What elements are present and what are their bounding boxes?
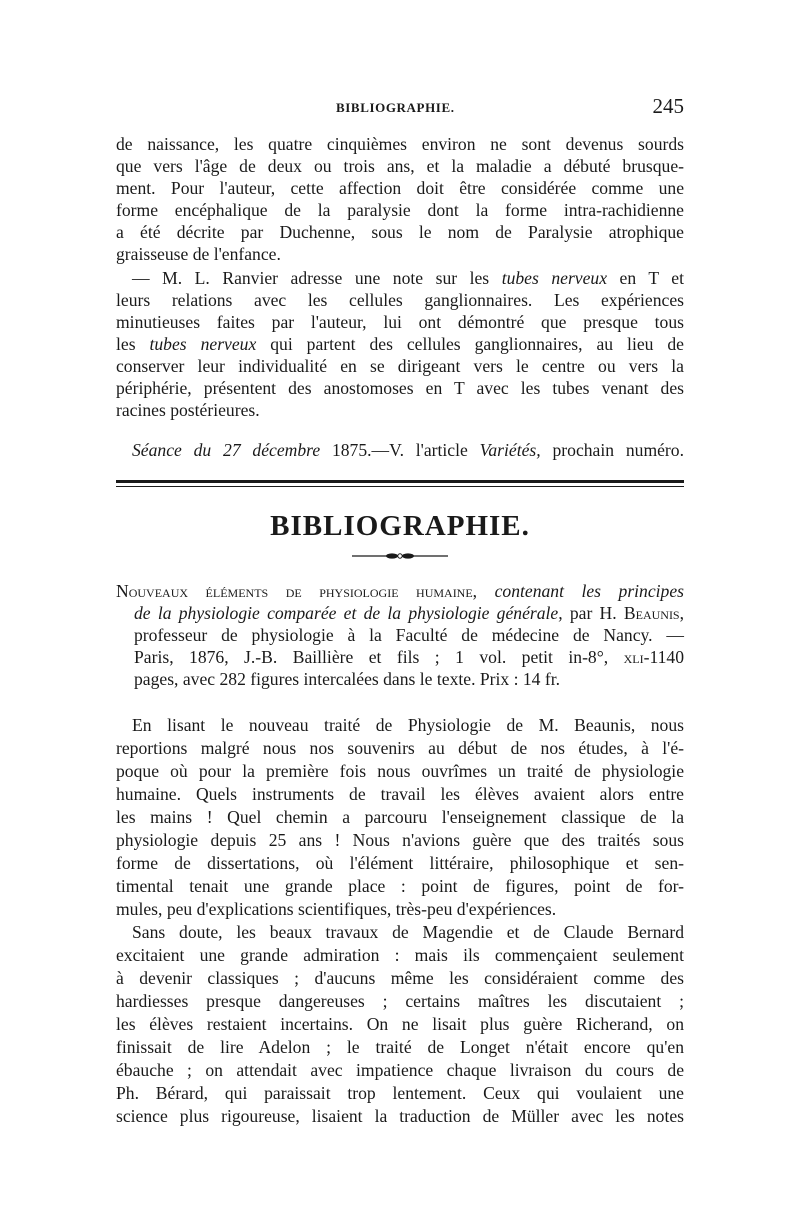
text-line: mules, peu d'explications scientifiques, très-peu d'expériences. [116,899,557,919]
text-line: ment. Pour l'auteur, cette affection doit être considérée comme une [116,178,684,198]
page-number: 245 [652,94,684,118]
text-line: hardiesses presque dangereuses ; certains maîtres les discutaient ; [116,991,684,1011]
text-line: que vers l'âge de deux ou trois ans, et la maladie a débuté brusque- [116,156,684,176]
book-entry-line: pages, avec 282 figures intercalées dans le texte. Prix : 14 fr. [134,669,561,689]
book-entry-line: Paris, 1876, J.-B. Baillière et fils ; 1 vol. petit in-8°, xli-1140 [134,647,684,667]
text-line: — M. L. Ranvier adresse une note sur les tubes nerveux en T et [132,268,685,288]
text-line: leurs relations avec les cellules ganglionnaires. Les expériences [116,290,684,310]
text-line: ébauche ; on attendait avec impatience chaque livraison du cours de [116,1060,684,1080]
text-line: Sans doute, les beaux travaux de Magendie et de Claude Bernard [132,922,684,942]
running-head: BIBLIOGRAPHIE. [336,100,455,115]
text-line: de naissance, les quatre cinquièmes environ ne sont devenus sourds [116,134,684,154]
section-title: BIBLIOGRAPHIE. [270,510,530,542]
text-line: Ph. Bérard, qui paraissait trop lentement. Ceux qui voulaient une [116,1083,684,1103]
section-rule-thin [116,486,684,487]
text-line: excitaient une grande admiration : mais ils commençaient seulement [116,945,684,965]
text-line: forme de dissertations, où l'élément littéraire, philosophique et sen- [116,853,684,873]
text-line: les mains ! Quel chemin a parcouru l'enseignement classique de la [116,807,684,827]
text-line: science plus rigoureuse, lisaient la traduction de Müller avec les notes [116,1106,684,1126]
text-line: minutieuses faites par l'auteur, lui ont démontré que presque tous [116,312,684,332]
text-line: timental tenait une grande place : point de figures, point de for- [116,876,684,896]
text-line: En lisant le nouveau traité de Physiologie de M. Beaunis, nous [132,715,684,735]
text-line: les tubes nerveux qui partent des cellules ganglionnaires, au lieu de [116,334,684,354]
seance-note: Séance du 27 décembre 1875.—V. l'article Variétés, prochain numéro. [132,440,684,460]
text-line: reportions malgré nous nos souvenirs au début de nos études, à l'é- [116,738,684,758]
section-rule-thick [116,480,684,483]
text-line: forme encéphalique de la paralysie dont la forme intra-rachidienne [116,200,684,220]
text-line: humaine. Quels instruments de travail les élèves avaient alors entre [116,784,684,804]
text-line: à devenir classiques ; d'aucuns même les considéraient comme des [116,968,684,988]
book-entry-line: Nouveaux éléments de physiologie humaine, contenant les principes [116,581,684,601]
book-entry-line: de la physiologie comparée et de la physiologie générale, par H. Beaunis, [134,603,685,623]
text-line: finissait de lire Adelon ; le traité de Longet n'était encore qu'en [116,1037,684,1057]
text-line: périphérie, présentent des anostomoses en T avec les tubes venant des [116,378,684,398]
text-line: a été décrite par Duchenne, sous le nom de Paralysie atrophique [116,222,684,242]
text-line: physiologie depuis 25 ans ! Nous n'avions guère que des traités sous [116,830,684,850]
book-entry-line: professeur de physiologie à la Faculté de médecine de Nancy. — [134,625,684,645]
text-line: graisseuse de l'enfance. [116,244,281,264]
page-header [116,96,684,120]
text-line: conserver leur individualité en se dirigeant vers le centre ou vers la [116,356,684,376]
text-line: racines postérieures. [116,400,260,420]
ornament-divider [352,552,448,560]
text-line: poque où pour la première fois nous ouvrîmes un traité de physiologie [116,761,684,781]
text-line: les élèves restaient incertains. On ne lisait plus guère Richerand, on [116,1014,684,1034]
